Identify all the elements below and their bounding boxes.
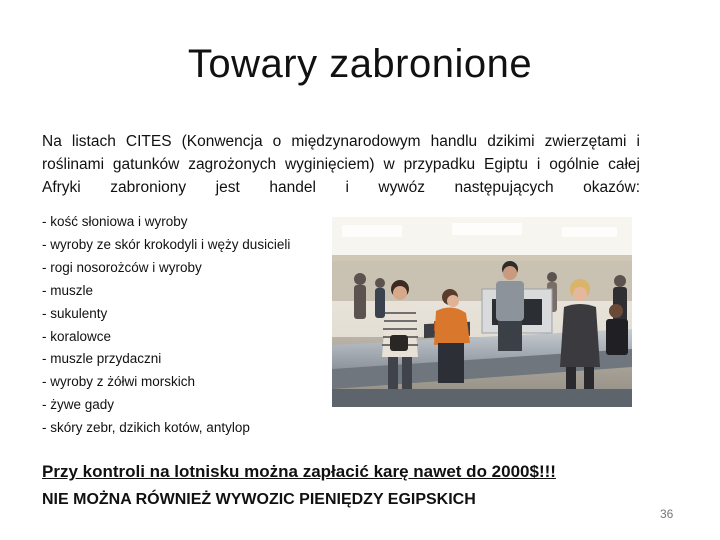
list-item: - sukulenty	[42, 305, 108, 321]
list-item: - rogi nosorożców i wyroby	[42, 259, 202, 275]
currency-export-note: NIE MOŻNA RÓWNIEŻ WYWOZIC PIENIĘDZY EGIPSKICH	[42, 491, 476, 508]
list-item: - kość słoniowa i wyroby	[42, 214, 188, 229]
intro-paragraph: Na listach CITES (Konwencja o międzynarodowym handlu dzikimi zwierzętami i roślinami gatunków zagrożonych wyginięciem) w przypadku Egiptu i ogólnie całej Afryki zabroniony jest handel i wywóz następujących okazów:	[42, 133, 640, 196]
list-item: - muszle przydaczni	[42, 351, 162, 367]
list-item: - żywe gady	[42, 397, 115, 413]
list-item: - wyroby z żółwi morskich	[42, 374, 196, 390]
prohibited-items-list	[42, 211, 342, 440]
airport-security-illustration	[332, 217, 632, 407]
slide-title: Towary zabronione	[187, 42, 533, 86]
page-number: 36	[660, 507, 674, 521]
fine-warning: Przy kontroli na lotnisku można zapłacić karę nawet do 2000$!!!	[42, 462, 556, 481]
list-item: - koralowce	[42, 328, 112, 344]
list-item: - muszle	[42, 282, 94, 298]
list-item: - wyroby ze skór krokodyli i węży dusicieli	[42, 236, 291, 252]
list-item: - skóry zebr, dzikich kotów, antylop	[42, 420, 250, 436]
airport-security-photo	[332, 217, 632, 407]
